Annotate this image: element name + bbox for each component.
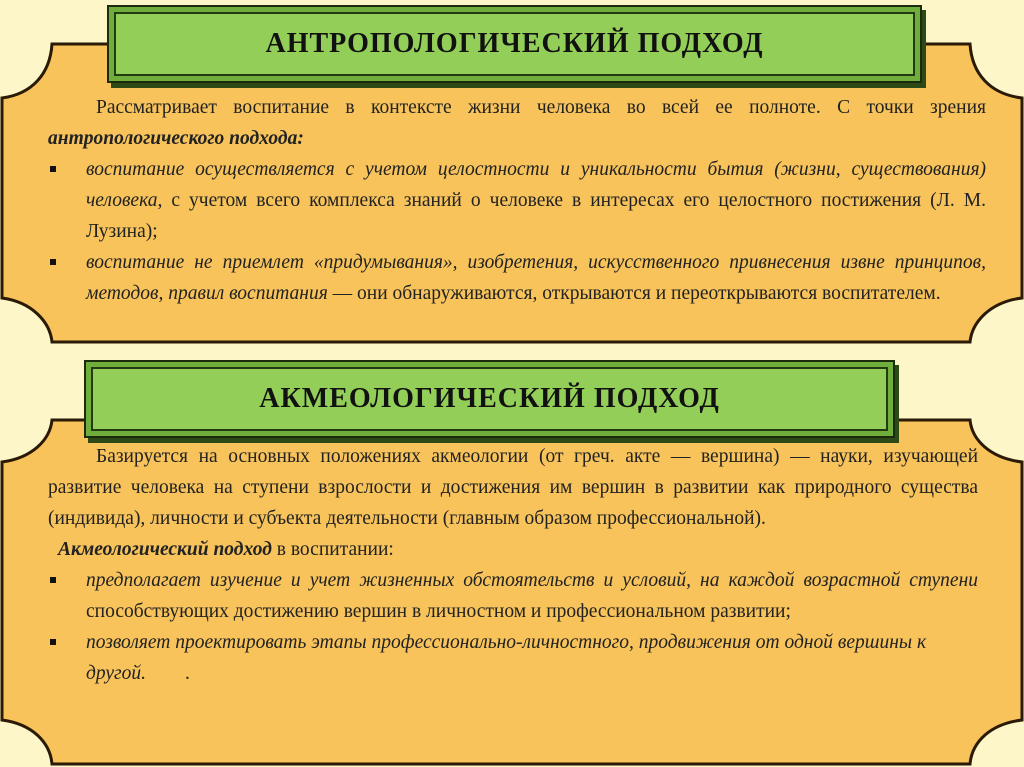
section1-bullet-2 xyxy=(48,247,986,309)
section2-intro: Базируется на основных положениях акмеологии (от греч. акте — вершина) — науки, изучающей развитие человека на ступени взрослости и достижения им вершин в развитии как природного существа (индивида), личности и субъекта деятельности (главным образом профессиональной). xyxy=(48,446,978,529)
section1-bullet-1-rest: с учетом всего комплекса знаний о человеке в интересах его целостного постижения (Л. М. Лузина); xyxy=(86,190,986,242)
bullet-marker-icon xyxy=(50,259,56,265)
section1-bullet-1 xyxy=(48,154,986,247)
bullet-marker-icon xyxy=(50,577,56,583)
section1-bullet-2-italic: воспитание не приемлет «придумывания», изобретения, искусственного привнесения извне принципов, методов, правил воспитания xyxy=(86,252,986,304)
section2-title-banner xyxy=(84,360,895,438)
section2-bullet-1-rest: способствующих достижению вершин в личностном и профессиональном развитии; xyxy=(86,601,791,622)
section2-bullet-2-italic: позволяет проектировать этапы профессионально-личностного, продвижения от одной вершины к другой. xyxy=(86,632,927,684)
section1-title: АНТРОПОЛОГИЧЕСКИЙ ПОДХОД xyxy=(265,28,764,59)
section2-bullet-2 xyxy=(48,627,978,689)
bullet-marker-icon xyxy=(50,166,56,172)
bullet-marker-icon xyxy=(50,639,56,645)
section1-bullet-1-italic: воспитание осуществляется с учетом целостности и уникальности бытия (жизни, существования) человека, xyxy=(86,159,986,211)
section1-intro-text: Рассматривает воспитание в контексте жизни человека во всей ее полноте. С точки зрения xyxy=(96,97,986,118)
section2-line2-term: Акмеологический подход xyxy=(58,539,272,560)
section2-bullet-1 xyxy=(48,565,978,627)
section2-bullet-2-tail: . xyxy=(146,663,190,684)
section2-title: АКМЕОЛОГИЧЕСКИЙ ПОДХОД xyxy=(259,383,720,414)
section1-body xyxy=(48,92,986,309)
section1-intro xyxy=(48,92,986,154)
section1-title-banner xyxy=(107,5,922,83)
section2-body xyxy=(48,441,978,689)
section2-line2 xyxy=(48,534,978,565)
section2-bullet-1-italic: предполагает изучение и учет жизненных обстоятельств и условий, на каждой возрастной ступени xyxy=(86,570,978,591)
section1-bullet-2-rest: — они обнаруживаются, открываются и переоткрываются воспитателем. xyxy=(327,283,941,304)
section2-line2-rest: в воспитании: xyxy=(271,539,394,560)
section1-intro-term: антропологического подхода: xyxy=(48,128,304,149)
